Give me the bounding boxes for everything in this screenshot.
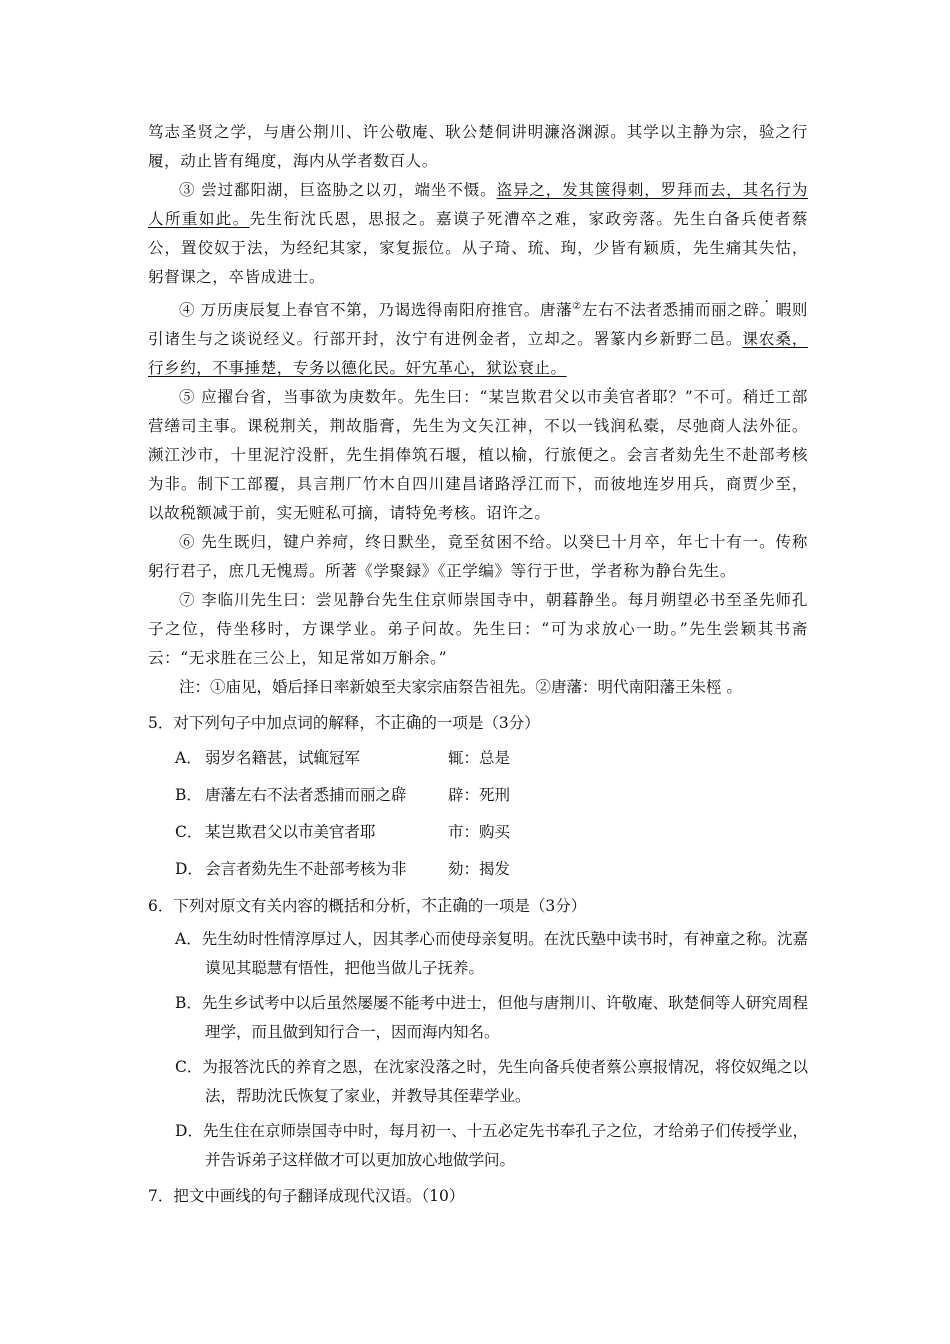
sentence-text: 某岂欺君父以 [205,823,299,842]
sentence-text: 冠军 [329,749,361,768]
question-7-stem: 7．把文中画线的句子翻译成现代汉语。（10） [148,1187,465,1206]
option-c[interactable] [148,1053,808,1111]
option-explanation: 市：购买 [448,823,511,842]
stem-text: 的一项是（3分） [421,714,540,733]
option-d[interactable] [148,1117,808,1175]
sentence-text: 先生不赴部考核为非 [267,860,407,879]
option-letter: A． [175,930,202,949]
passage-paragraph-4 [148,292,808,383]
question-6-stem [148,891,808,921]
question-6-options [148,925,808,1175]
dotted-emphasis [421,897,468,915]
dotted-char: 确 [405,714,422,733]
paragraph-text: 美官者耶？”不可。稍迁工部营缮司主事。课税荆关，荆故脂膏，先生为文矢江神，不以一钱润私橐，尽弛商人法外征。濒江沙市，十里泥泞没骭，先生捐俸筑石堰，植以榆，行旅便之。会言者 [148,388,808,465]
stem-text: 5．对下列句子中加点词的解释， [148,714,375,733]
option-sentence [205,854,448,884]
underlined-sentence: 盗异之，发其箧得刺，罗拜而去，其名行为人所重如此。 [148,181,809,228]
option-sentence [205,743,448,773]
option-text: 先生幼时性情淳厚过人，因其孝心而使母亲复明。在沈氏塾中读书时，有神童之称。沈嘉谟见其聪慧有悟性，把他当做儿子抚养。 [201,930,808,978]
dotted-word: 市 [586,388,603,407]
stem-text: 6．下列对原文有关内容的概括和分析， [148,897,422,916]
option-c[interactable] [148,817,808,847]
dotted-char: 正 [436,897,453,916]
dotted-word: 劾 [251,860,268,879]
paragraph-text: ③ 尝过鄱阳湖，巨盗胁之以刃，端坐不慑。 [179,181,497,199]
paragraph-text: 先生衔沈氏恩，思报之。嘉谟子死漕卒之难，家政旁落。先生白备兵使者蔡公，置佼奴于法，为经纪其家，家复振位。从子琦、琉、珣，少皆有颖质，先生痛其失怙，躬督课之，卒皆成进士。 [148,210,808,286]
option-explanation: 辄：总是 [448,749,511,768]
dotted-word: 辟 [743,301,760,320]
option-sentence [205,780,448,810]
footnote-marker: ② [572,301,582,312]
option-text: 先生住在京师崇国寺中时，每月初一、十五必定先书奉孔子之位，才给弟子们传授学业，并告诉弟子这样做才可以更加放心地做学问。 [202,1122,808,1170]
passage-paragraph: 笃志圣贤之学，与唐公荆川、许公敬庵、耿公楚侗讲明濂洛渊源。其学以主静为宗，验之行履，动止皆有绳度，海内从学者数百人。 [148,123,808,170]
option-letter: C． [175,1058,203,1077]
option-b[interactable] [148,989,808,1047]
question-5-stem [148,708,808,738]
passage [148,118,808,673]
paragraph-text: 。暇则引诸生与之谈说经义。行部开封，汝宁有进例金者，立却之。署篆内乡新野二邑。 [148,301,808,349]
option-d[interactable] [148,854,808,884]
passage-paragraph-6: ⑥ 先生既归，键户养疴，终日默坐，竟至贫困不给。以癸巳十月卒，年七十有一。传称躬行君子，庶几无愧焉。所著《学聚録》《正学编》等行于世，学者称为静台先生。 [148,533,808,581]
dotted-word: 辄 [313,749,330,768]
paragraph-text: 先生不赴部考核为非。制下工部覆，具言荆厂竹木自四川建昌诸路浮江而下，而彼地连岁用兵，商贾少至，以故税额减于前，实无赃私可摘，请特免考核。诏许之。 [148,446,809,523]
option-text: 为报答沈氏的养育之恩，在沈家没落之时，先生向备兵使者蔡公禀报情况，将佼奴绳之以法，帮助沈氏恢复了家业，并教导其侄辈学业。 [202,1058,808,1106]
paragraph-text: 左右不法者悉捕而丽之 [581,301,744,320]
dotted-emphasis [375,714,422,732]
dotted-char: 不 [374,714,391,733]
passage-paragraph-3 [148,176,808,292]
paragraph-text: ⑤ 应擢台省，当事欲为庚数年。先生曰：“某岂欺君父以 [179,388,587,407]
sentence-text: 弱岁名籍甚，试 [205,749,314,768]
dotted-char: 正 [390,714,406,733]
option-letter: D． [175,1122,203,1141]
option-explanation: 辟：死刑 [448,786,511,805]
option-a[interactable] [148,925,808,983]
option-letter: C． [175,823,203,842]
dotted-word: 市 [298,823,314,842]
option-a[interactable] [148,743,808,773]
paragraph-text: ④ 万历庚辰复上春官不第，乃谒选得南阳府推官。唐藩 [179,301,573,320]
dotted-char: 不 [421,897,437,916]
option-letter: D． [175,860,203,879]
dotted-char: 确 [452,897,468,916]
option-text: 先生乡试考中以后虽然屡屡不能考中进士，但他与唐荆川、许敬庵、耿楚侗等人研究周程理学，而且做到知行合一，因而海内知名。 [201,994,809,1042]
dotted-word: 劾 [676,446,693,465]
footnote: 注：①庙见，婚后择日率新娘至夫家宗庙祭告祖先。②唐藩：明代南阳藩王朱桱 。 [179,678,742,697]
option-explanation: 劾：揭发 [448,860,511,879]
passage-paragraph-7: ⑦ 李临川先生曰：尝见静台先生住京师崇国寺中，朝暮静坐。每月朔望必书至圣先师孔子之位，侍坐移时，方课学业。弟子问故。先生曰：“可为求放心一助。”先生尝颖其书斋云：“无求胜在三公上，知足常如万斛余。” [148,591,808,668]
dotted-word: 辟 [391,786,407,805]
option-letter: B． [175,994,202,1013]
sentence-text: 唐藩左右不法者悉捕而丽之 [205,786,392,805]
underlined-sentence: 课农桑，行乡约，不事捶楚，专务以德化民。奸宄革心，狱讼衰止。 [148,330,808,378]
sentence-text: 会言者 [205,860,252,879]
sentence-text: 美官者耶 [313,823,376,842]
option-letter: A． [175,749,202,768]
passage-paragraph-5 [148,383,808,528]
option-letter: B． [175,786,202,805]
exam-page [148,118,808,1215]
option-sentence [205,817,448,847]
option-b[interactable] [148,780,808,810]
question-5-options [148,743,808,884]
stem-text: 的一项是（3分） [467,897,587,916]
